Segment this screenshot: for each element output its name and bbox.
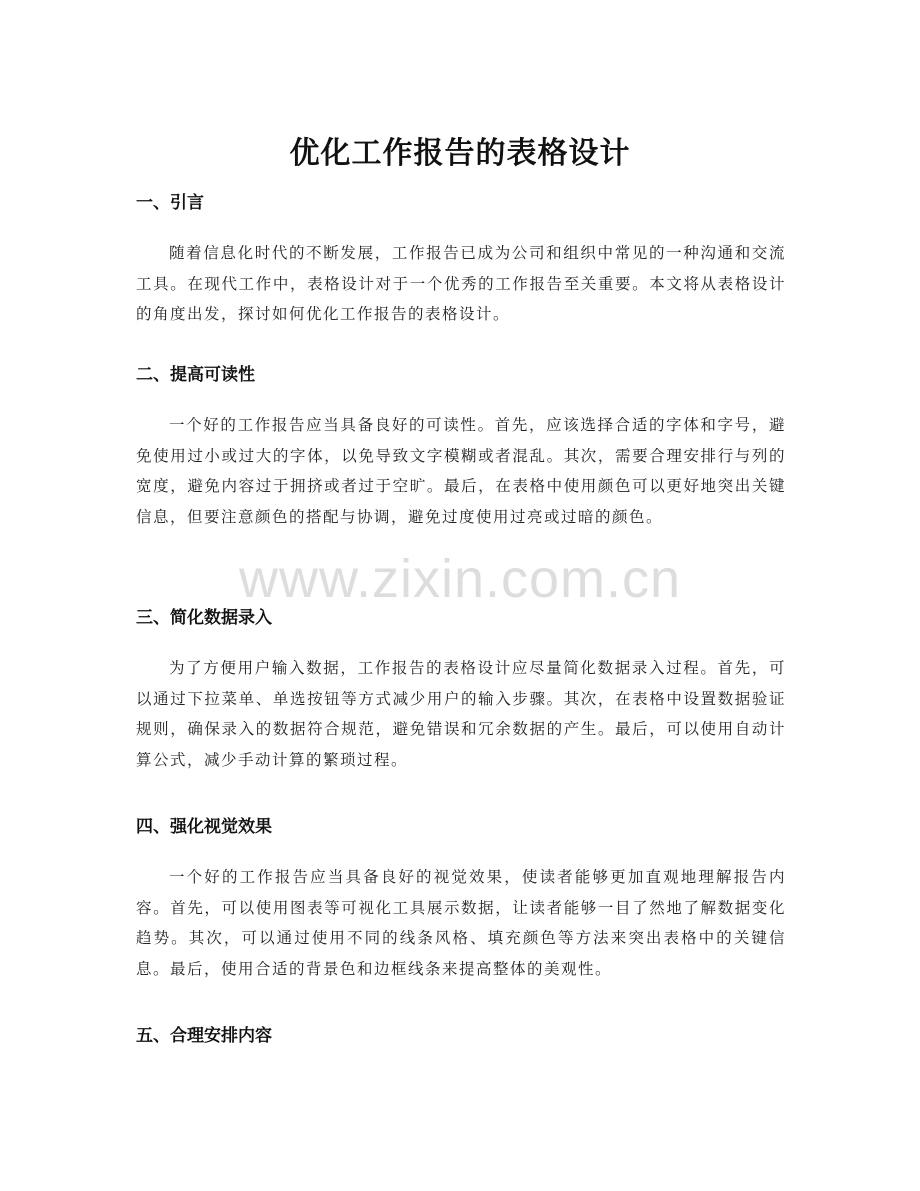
section-paragraph: 随着信息化时代的不断发展，工作报告已成为公司和组织中常见的一种沟通和交流工具。在现代工作中，表格设计对于一个优秀的工作报告至关重要。本文将从表格设计的角度出发，探讨如何优化工作报告的表格设计。 (136, 244, 786, 323)
section-heading: 二、提高可读性 (136, 365, 255, 385)
section-heading: 三、简化数据录入 (136, 608, 272, 628)
section-content-arrangement (136, 1024, 786, 1048)
section-paragraph: 为了方便用户输入数据，工作报告的表格设计应尽量简化数据录入过程。首先，可以通过下拉菜单、单选按钮等方式减少用户的输入步骤。其次，在表格中设置数据验证规则，确保录入的数据符合规范，避免错误和冗余数据的产生。最后，可以使用自动计算公式，减少手动计算的繁琐过程。 (136, 659, 786, 769)
section-introduction (136, 191, 786, 330)
section-readability (136, 363, 786, 532)
section-heading: 五、合理安排内容 (136, 1026, 272, 1046)
section-paragraph: 一个好的工作报告应当具备良好的视觉效果，使读者能够更加直观地理解报告内容。首先，可以使用图表等可视化工具展示数据，让读者能够一目了然地了解数据变化趋势。其次，可以通过使用不同的线条风格、填充颜色等方法来突出表格中的关键信息。最后，使用合适的背景色和边框线条来提高整体的美观性。 (136, 868, 786, 978)
section-heading: 一、引言 (136, 193, 204, 213)
watermark: www.zixin.com.cn (238, 549, 682, 609)
section-data-entry (136, 606, 786, 775)
document-title: 优化工作报告的表格设计 (289, 136, 631, 172)
section-paragraph: 一个好的工作报告应当具备良好的可读性。首先，应该选择合适的字体和字号，避免使用过小或过大的字体，以免导致文字模糊或者混乱。其次，需要合理安排行与列的宽度，避免内容过于拥挤或者过于空旷。最后，在表格中使用颜色可以更好地突出关键信息，但要注意颜色的搭配与协调，避免过度使用过亮或过暗的颜色。 (136, 416, 786, 526)
section-heading: 四、强化视觉效果 (136, 817, 272, 837)
section-visual-effects (136, 815, 786, 984)
